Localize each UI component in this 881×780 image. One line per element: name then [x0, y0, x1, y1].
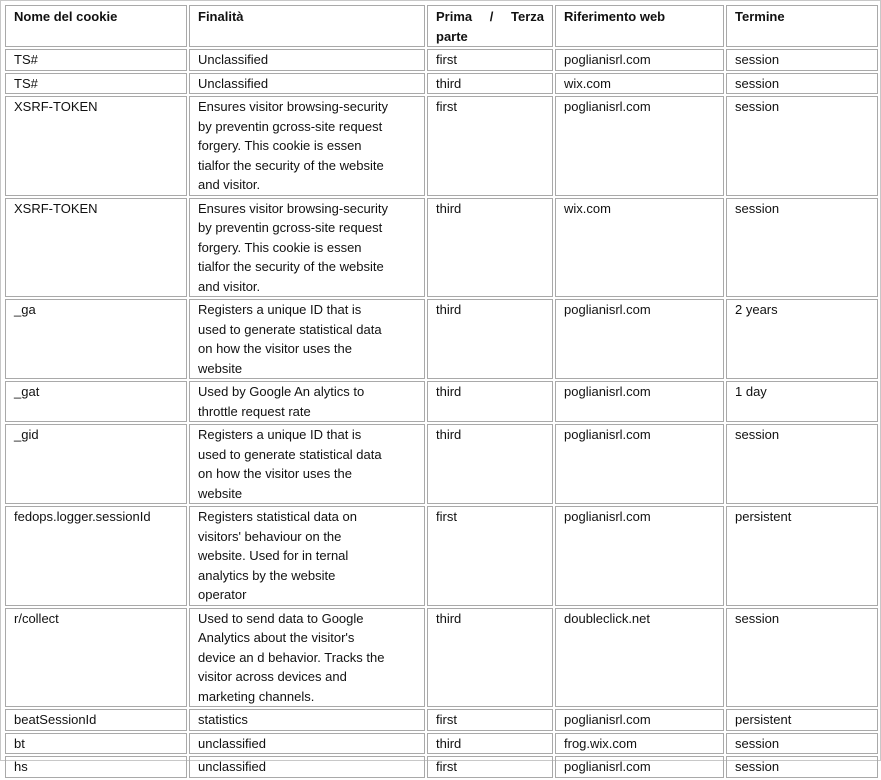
cell-party: first [427, 49, 553, 71]
cell-cookie-name: hs [5, 756, 187, 778]
cell-party: third [427, 381, 553, 422]
cell-term: 2 years [726, 299, 878, 379]
cell-cookie-name: _gat [5, 381, 187, 422]
cell-term: session [726, 96, 878, 196]
header-party-suffix: parte [436, 28, 468, 44]
cell-web-reference: doubleclick.net [555, 608, 724, 708]
cell-party: first [427, 506, 553, 606]
cell-web-reference: poglianisrl.com [555, 506, 724, 606]
header-cookie-name: Nome del cookie [5, 5, 187, 47]
cell-purpose: statistics [189, 709, 425, 731]
header-row [5, 5, 878, 47]
cell-cookie-name: _gid [5, 424, 187, 504]
cell-purpose: Registers a unique ID that is used to generate statistical data on how the visitor uses the website [189, 424, 425, 504]
cell-cookie-name: TS# [5, 49, 187, 71]
cell-term: session [726, 73, 878, 95]
cell-term: persistent [726, 506, 878, 606]
cell-cookie-name: bt [5, 733, 187, 755]
cell-purpose: Ensures visitor browsing-security by preventin gcross-site request forgery. This cookie is essen tialfor the security of the website and visitor. [189, 198, 425, 298]
table-row [5, 424, 878, 504]
cell-cookie-name: beatSessionId [5, 709, 187, 731]
cell-cookie-name: XSRF-TOKEN [5, 198, 187, 298]
cell-web-reference: poglianisrl.com [555, 381, 724, 422]
cell-party: third [427, 299, 553, 379]
cell-purpose: Registers a unique ID that is used to generate statistical data on how the visitor uses the website [189, 299, 425, 379]
cell-web-reference: poglianisrl.com [555, 299, 724, 379]
table-row [5, 73, 878, 95]
cell-purpose: Used to send data to Google Analytics about the visitor's device an d behavior. Tracks the visitor across devices and marketing channels. [189, 608, 425, 708]
cell-purpose: unclassified [189, 733, 425, 755]
header-party [427, 5, 553, 47]
cell-party: first [427, 96, 553, 196]
header-party-third: Terza [510, 9, 544, 24]
cell-term: session [726, 49, 878, 71]
header-party-separator: / [489, 9, 494, 24]
cell-cookie-name: TS# [5, 73, 187, 95]
table-row [5, 299, 878, 379]
cell-party: third [427, 73, 553, 95]
cell-web-reference: wix.com [555, 198, 724, 298]
cell-purpose: Unclassified [189, 73, 425, 95]
cell-cookie-name: fedops.logger.sessionId [5, 506, 187, 606]
cell-web-reference: wix.com [555, 73, 724, 95]
cell-term: persistent [726, 709, 878, 731]
cell-web-reference: poglianisrl.com [555, 96, 724, 196]
header-term: Termine [726, 5, 878, 47]
cell-party: first [427, 756, 553, 778]
table-row [5, 608, 878, 708]
cell-web-reference: poglianisrl.com [555, 709, 724, 731]
table-row [5, 381, 878, 422]
table-row [5, 49, 878, 71]
header-party-first: Prima [436, 9, 473, 24]
cell-party: third [427, 608, 553, 708]
cell-term: 1 day [726, 381, 878, 422]
cell-purpose: Used by Google An alytics to throttle request rate [189, 381, 425, 422]
cell-cookie-name: _ga [5, 299, 187, 379]
cell-purpose: Unclassified [189, 49, 425, 71]
cell-web-reference: poglianisrl.com [555, 49, 724, 71]
cell-term: session [726, 608, 878, 708]
header-web-reference: Riferimento web [555, 5, 724, 47]
cell-cookie-name: XSRF-TOKEN [5, 96, 187, 196]
cell-purpose: Registers statistical data on visitors' behaviour on the website. Used for in ternal analytics by the website operator [189, 506, 425, 606]
cell-term: session [726, 198, 878, 298]
cell-purpose: Ensures visitor browsing-security by preventin gcross-site request forgery. This cookie is essen tialfor the security of the website and visitor. [189, 96, 425, 196]
table-row [5, 506, 878, 606]
cell-party: third [427, 733, 553, 755]
table-row [5, 756, 878, 778]
table-row [5, 709, 878, 731]
table-row [5, 96, 878, 196]
cell-term: session [726, 733, 878, 755]
cell-web-reference: frog.wix.com [555, 733, 724, 755]
cookie-table [3, 3, 880, 780]
cell-cookie-name: r/collect [5, 608, 187, 708]
cell-party: first [427, 709, 553, 731]
cell-web-reference: poglianisrl.com [555, 756, 724, 778]
header-purpose: Finalità [189, 5, 425, 47]
cell-party: third [427, 424, 553, 504]
table-row [5, 198, 878, 298]
cell-web-reference: poglianisrl.com [555, 424, 724, 504]
table-row [5, 733, 878, 755]
cell-party: third [427, 198, 553, 298]
cell-term: session [726, 756, 878, 778]
cell-term: session [726, 424, 878, 504]
cell-purpose: unclassified [189, 756, 425, 778]
